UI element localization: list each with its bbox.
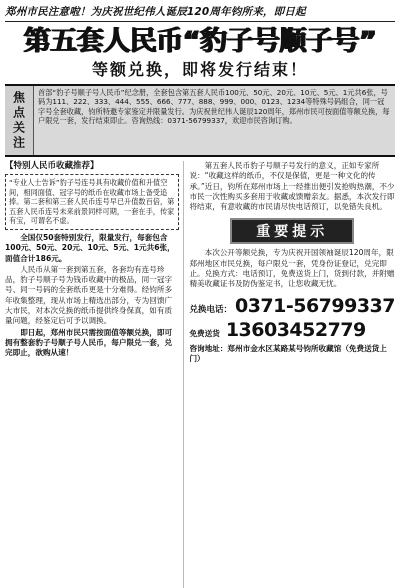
right-paragraph-1: 第五套人民币豹子号顺子号发行的意义，正如专家所说：“收藏这样的纸币，不仅是保值，更是一种文化的传承。”近日，钧所在郑州市场上一经推出便引发抢购热潮，不少市民一次性购买多套用于收藏或馈赠亲友。据悉，本次发行即将结束，有意收藏的市民请尽快电话预订，以免错失良机。 xyxy=(189,161,395,212)
left-paragraph-3: 即日起，郑州市民只需按面值等额兑换，即可拥有整套豹子号顺子号人民币，每户限兑一套，兑完即止，欲购从速！ xyxy=(5,327,173,358)
hotline-label: 兑换电话： xyxy=(189,304,232,315)
focus-text: 首部“豹子号顺子号人民币”纪念册，全套包含第五套人民币100元、50元、20元、10元、5元、1元共6张，号码为111、222、333、444、555、666、777、888、999、000、0123、1234等特殊号码组合，同一冠字号全套收藏，钧所特邀专家鉴定并限量发行。为庆祝世纪伟人诞辰120周年，郑州市民可按面值等额兑换，每户限兑一套，发行结束即止。咨询热线：0371-56799337，欢迎市民咨询订购。 xyxy=(38,88,390,126)
notice-banner: 重要提示 xyxy=(230,218,354,244)
hotline-number[interactable]: 0371-56799337 xyxy=(234,294,395,317)
collect-row xyxy=(189,319,395,341)
headline: 第五套人民币“豹子号顺子号” xyxy=(23,26,377,57)
left-column xyxy=(5,161,184,588)
address: 咨询地址：郑州市金水区某路某号钧所收藏馆（免费送货上门） xyxy=(189,343,387,363)
right-column xyxy=(189,161,395,588)
body-columns xyxy=(5,161,395,588)
collect-number[interactable]: 13603452779 xyxy=(225,318,366,341)
focus-box xyxy=(5,84,395,157)
left-paragraph-1: 全国仅50套特别发行，限量发行，每套包含100元、50元、20元、10元、5元、1元共6张，面值合计186元。 xyxy=(5,232,175,263)
section-title: 【特别人民币收藏推荐】 xyxy=(5,161,99,171)
top-banner: 郑州市民注意啦！为庆祝世纪伟人诞辰120周年钧所来，即日起 xyxy=(5,4,395,22)
quote-box: “专业人士告诉”豹子号连号具有收藏价值和升值空间，相同面值、冠字号的纸币在收藏市场上备受追捧。第二套和第三套人民币连号早已升值数百倍，第五套人民币连号未来前景同样可期，一套在手，传家有宝，可谓名不虚。 xyxy=(5,174,179,230)
focus-label-text: 焦点关注 xyxy=(11,90,26,151)
collect-label: 免费送货 xyxy=(189,328,220,338)
subheadline: 等额兑换，即将发行结束！ xyxy=(91,60,308,79)
notice-text: 本次公开等额兑换，专为庆祝开国领袖诞辰120周年，限郑州地区市民兑换，每户限兑一套，凭身份证登记，兑完即止。兑换方式：电话预订，免费送货上门，货到付款，并附赠精美收藏证书及防伪鉴定书，让您收藏无忧。 xyxy=(189,248,395,289)
hotline-row xyxy=(189,295,395,317)
left-paragraph-2: 人民币从第一套到第五套，各套均有连号珍品，豹子号顺子号为钱币收藏中的极品，同一冠字号、同一号码的全套纸币更是十分难得。经钧所多年收集整理，现从市场上精选出部分，专为回馈广大市民，对本次兑换的纸币提供终身保真，如有质量问题，经鉴定后可予以调换。 xyxy=(5,264,173,326)
focus-label xyxy=(5,86,34,155)
